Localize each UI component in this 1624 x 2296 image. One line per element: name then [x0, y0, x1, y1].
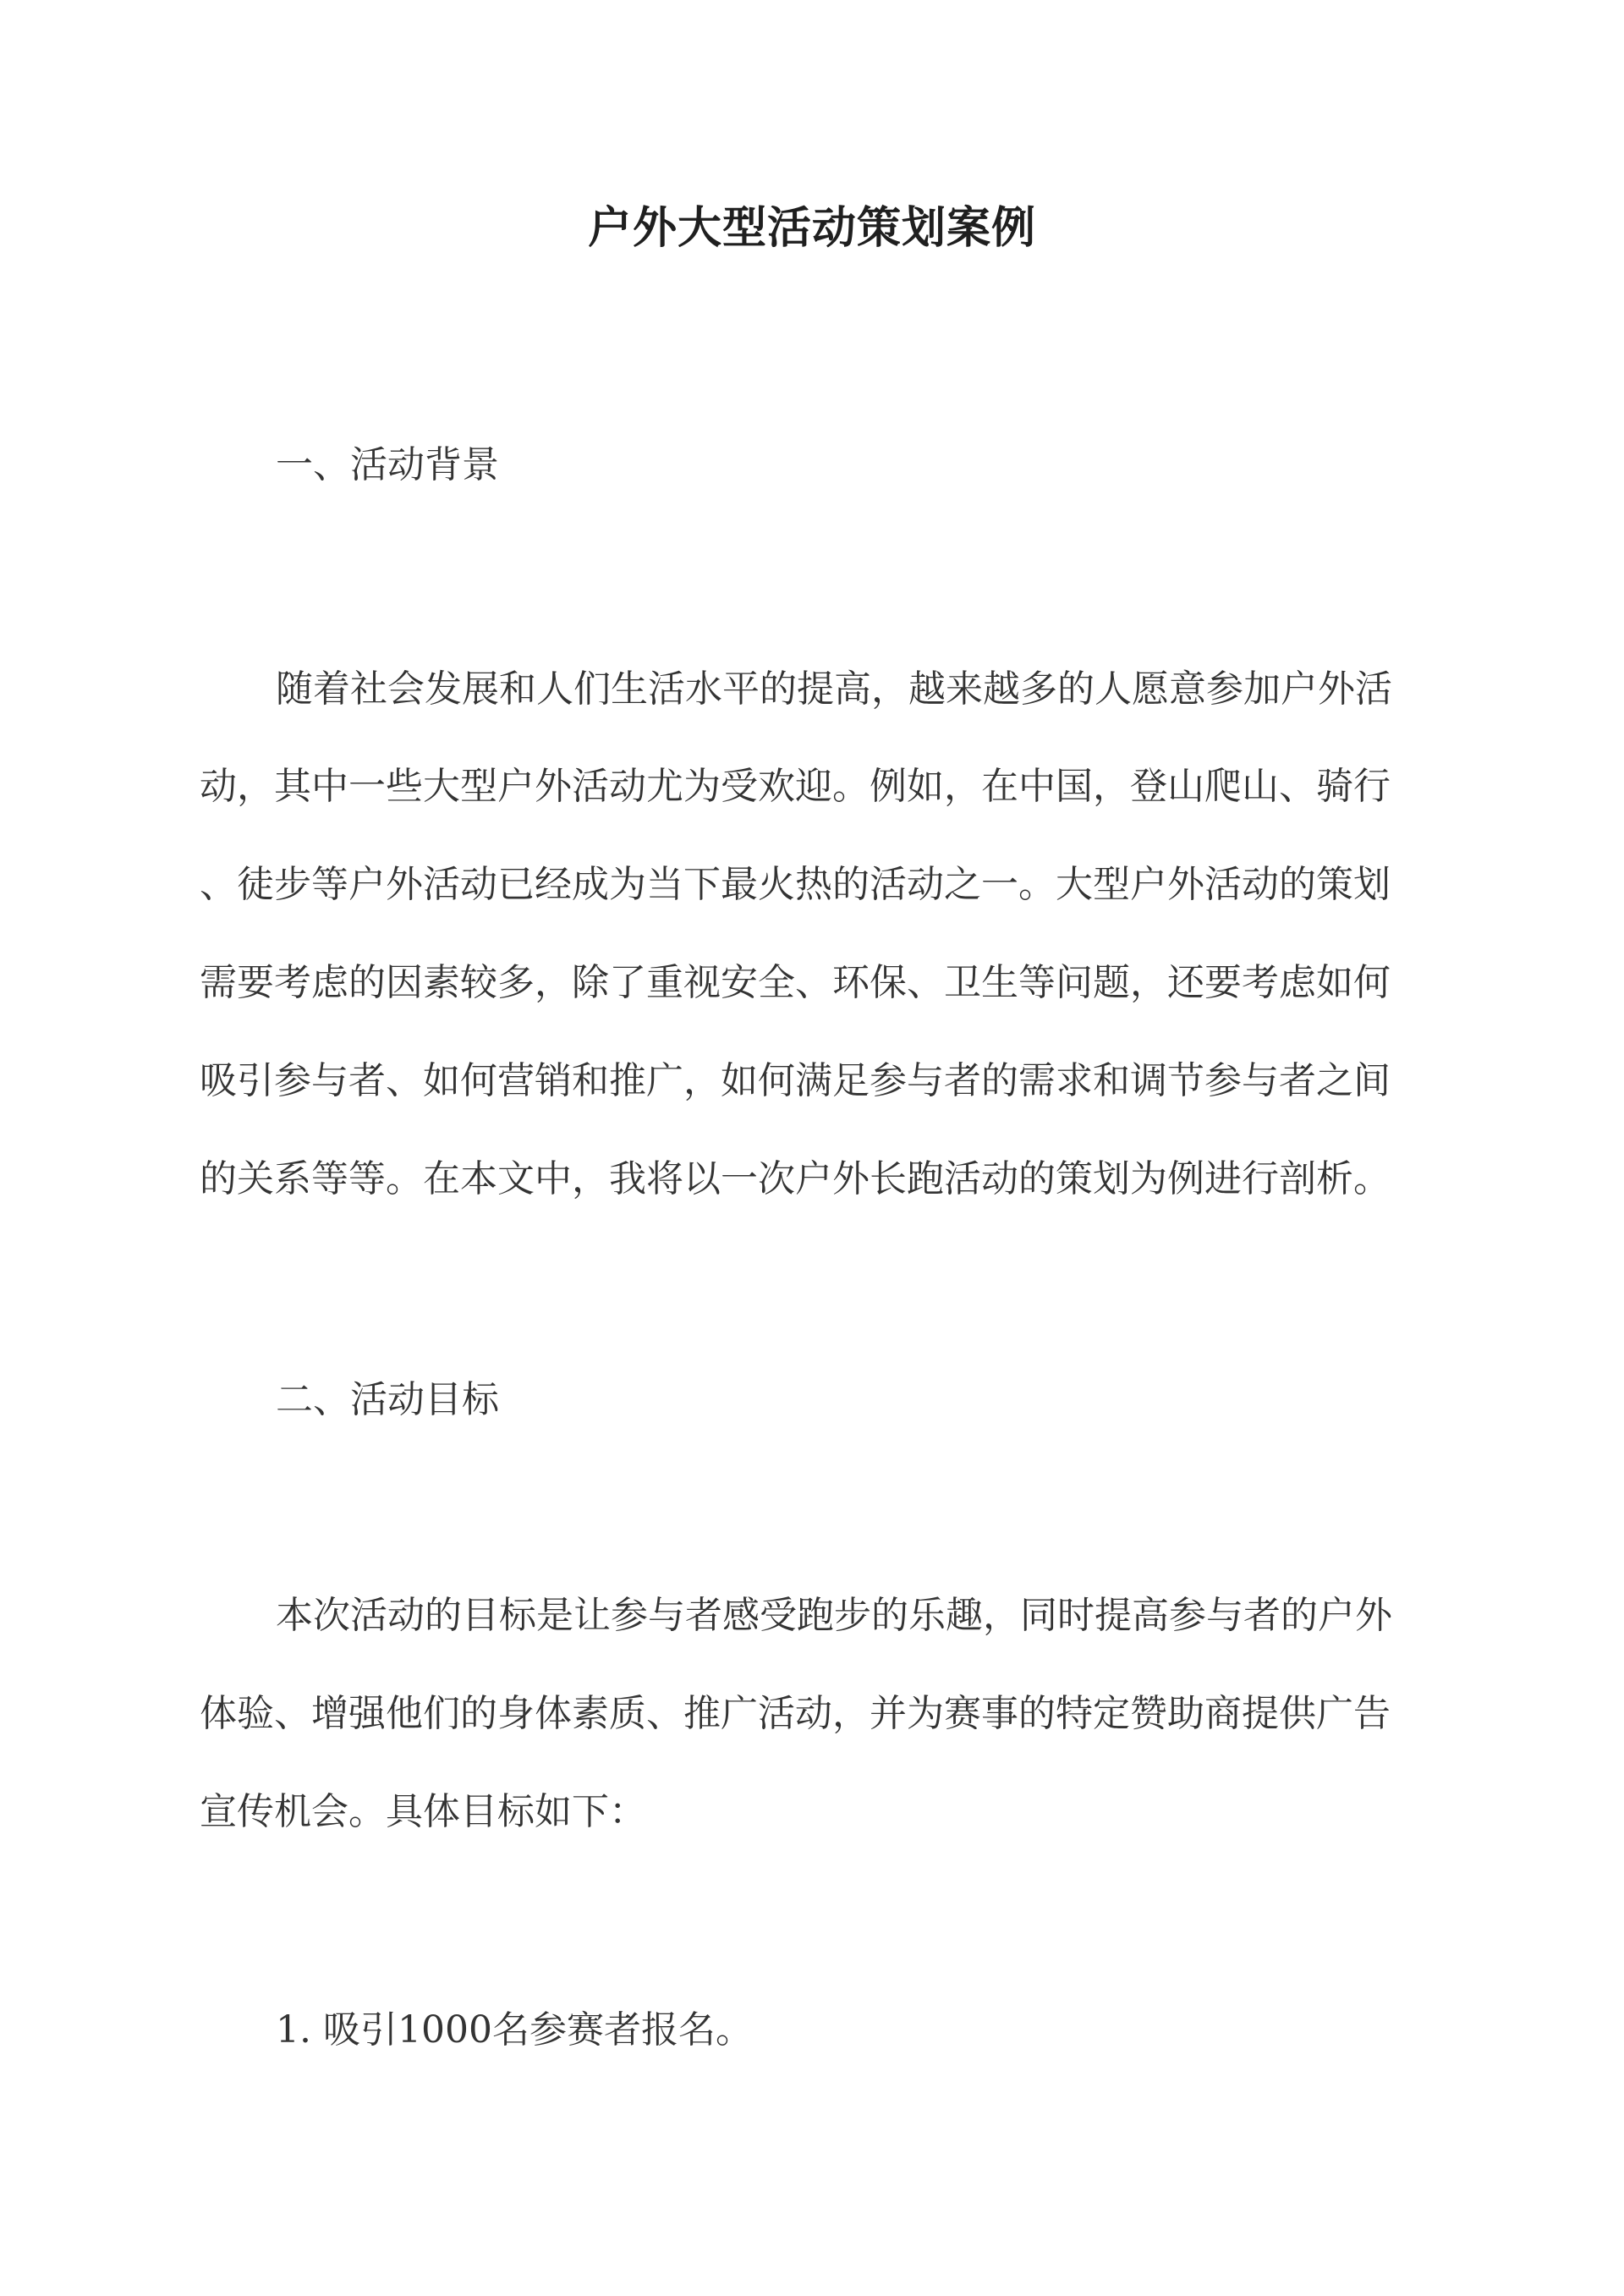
section-heading-background: 一、活动背景 [276, 443, 499, 486]
paragraph-line: 随着社会发展和人们生活水平的提高，越来越多的人愿意参加户外活 [276, 667, 1392, 711]
list-item: 1. 吸引1000名参赛者报名。 [276, 2008, 753, 2052]
paragraph-line: 本次活动的目标是让参与者感受跑步的乐趣，同时提高参与者的户外 [276, 1594, 1392, 1637]
paragraph-line: 需要考虑的因素较多，除了重视安全、环保、卫生等问题，还要考虑如何 [200, 961, 1391, 1004]
paragraph-line: 动，其中一些大型户外活动尤为受欢迎。例如，在中国，登山爬山、骑行 [200, 765, 1391, 808]
paragraph-line: 吸引参与者、如何营销和推广，如何满足参与者的需求和调节参与者之间 [200, 1059, 1391, 1102]
paragraph-line: 、徒步等户外活动已经成为当下最火热的活动之一。大型户外活动的策划 [200, 863, 1391, 906]
section-heading-goals: 二、活动目标 [276, 1378, 499, 1421]
paragraph-line: 的关系等等。在本文中，我将以一次户外长跑活动的策划为例进行剖析。 [200, 1157, 1391, 1200]
document-title: 户外大型活动策划案例 [587, 202, 1036, 254]
paragraph-line: 体验、增强他们的身体素质、推广活动，并为赛事的特定赞助商提供广告 [200, 1692, 1391, 1735]
paragraph-line: 宣传机会。具体目标如下： [200, 1790, 646, 1833]
